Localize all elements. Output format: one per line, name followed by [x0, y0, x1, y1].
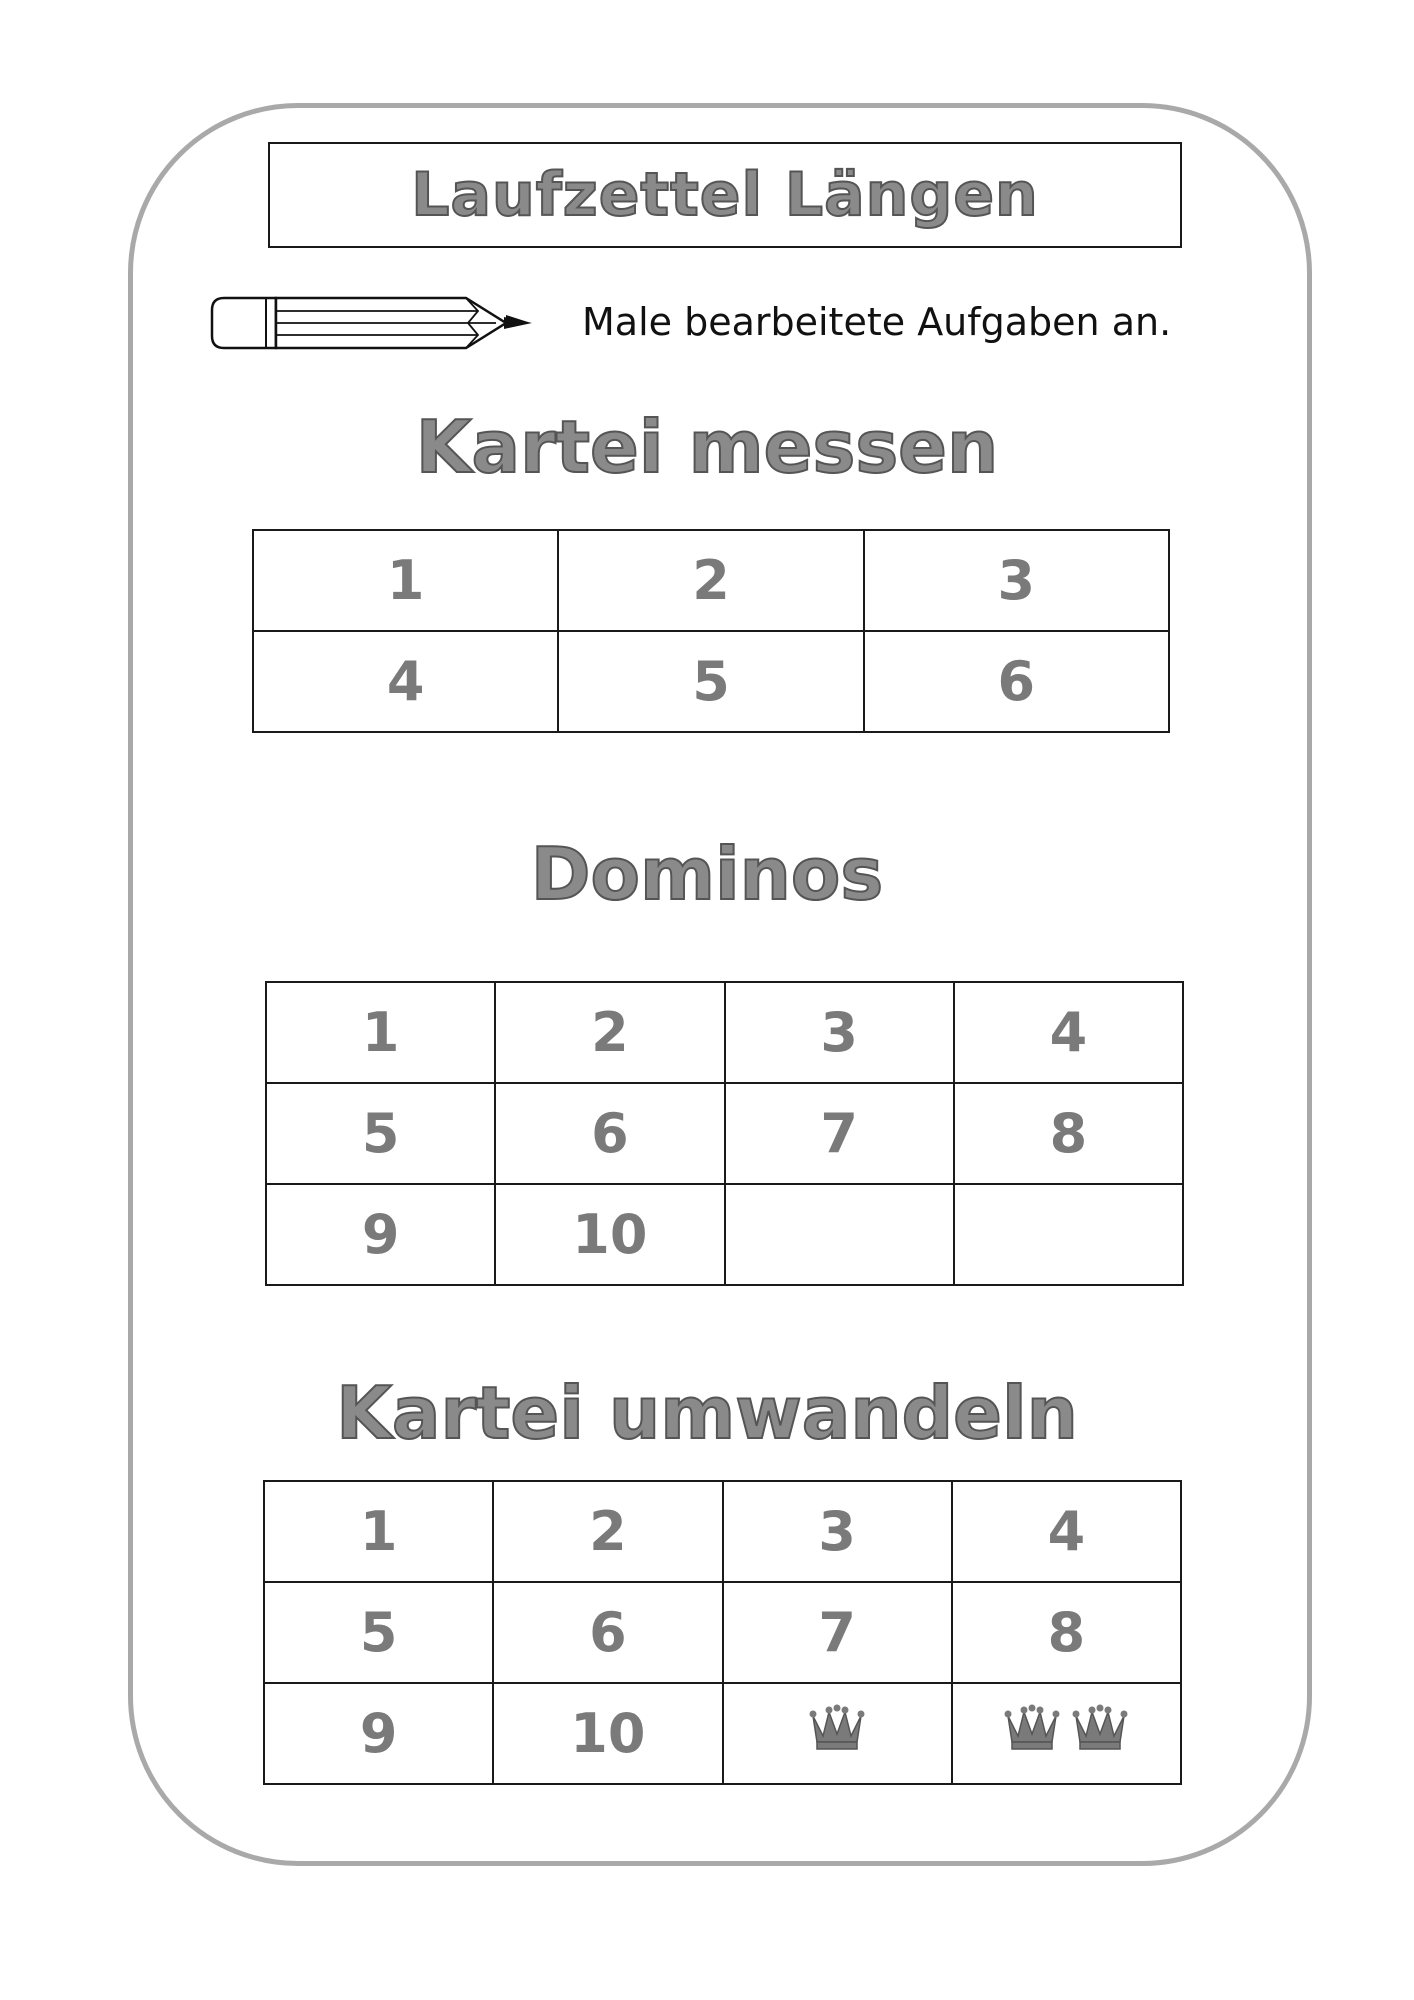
task-cell[interactable]: 3	[723, 1481, 952, 1582]
grid-kartei-messen	[252, 529, 1170, 733]
task-cell[interactable]: 1	[264, 1481, 493, 1582]
section-title-dominos: Dominos	[530, 832, 884, 916]
task-cell[interactable]: 3	[864, 530, 1169, 631]
task-cell[interactable]: 8	[952, 1582, 1181, 1683]
task-cell[interactable]: 6	[493, 1582, 722, 1683]
task-cell[interactable]: 2	[558, 530, 863, 631]
task-cell[interactable]: 5	[264, 1582, 493, 1683]
crown-icon	[1072, 1702, 1128, 1752]
task-cell[interactable]: 2	[495, 982, 724, 1083]
task-cell[interactable]: 2	[493, 1481, 722, 1582]
section-title-kartei-messen: Kartei messen	[415, 405, 999, 489]
task-cell[interactable]: 6	[864, 631, 1169, 732]
task-cell[interactable]: 5	[266, 1083, 495, 1184]
section-title-kartei-umwandeln: Kartei umwandeln	[336, 1371, 1078, 1455]
task-cell[interactable]: 7	[725, 1083, 954, 1184]
page-title: Laufzettel Längen	[411, 160, 1039, 230]
title-box	[268, 142, 1182, 248]
empty-cell[interactable]	[725, 1184, 954, 1285]
crown-group	[1004, 1702, 1128, 1752]
task-cell[interactable]: 9	[266, 1184, 495, 1285]
task-cell[interactable]: 6	[495, 1083, 724, 1184]
task-cell[interactable]: 7	[723, 1582, 952, 1683]
task-cell[interactable]: 4	[952, 1481, 1181, 1582]
task-cell[interactable]: 9	[264, 1683, 493, 1784]
crown-icon	[809, 1702, 865, 1752]
task-cell[interactable]: 8	[954, 1083, 1183, 1184]
task-cell[interactable]: 10	[495, 1184, 724, 1285]
task-cell[interactable]: 10	[493, 1683, 722, 1784]
crown-group	[809, 1702, 865, 1752]
task-cell[interactable]: 5	[558, 631, 863, 732]
task-cell[interactable]: 1	[253, 530, 558, 631]
task-cell[interactable]: 1	[266, 982, 495, 1083]
grid-dominos	[265, 981, 1184, 1286]
task-cell[interactable]: 4	[253, 631, 558, 732]
instruction-text: Male bearbeitete Aufgaben an.	[582, 300, 1172, 344]
crown-icon	[1004, 1702, 1060, 1752]
empty-cell[interactable]	[954, 1184, 1183, 1285]
bonus-cell-one-crown[interactable]	[723, 1683, 952, 1784]
task-cell[interactable]: 4	[954, 982, 1183, 1083]
pencil-icon	[206, 293, 536, 353]
bonus-cell-two-crowns[interactable]	[952, 1683, 1181, 1784]
grid-kartei-umwandeln	[263, 1480, 1182, 1785]
task-cell[interactable]: 3	[725, 982, 954, 1083]
